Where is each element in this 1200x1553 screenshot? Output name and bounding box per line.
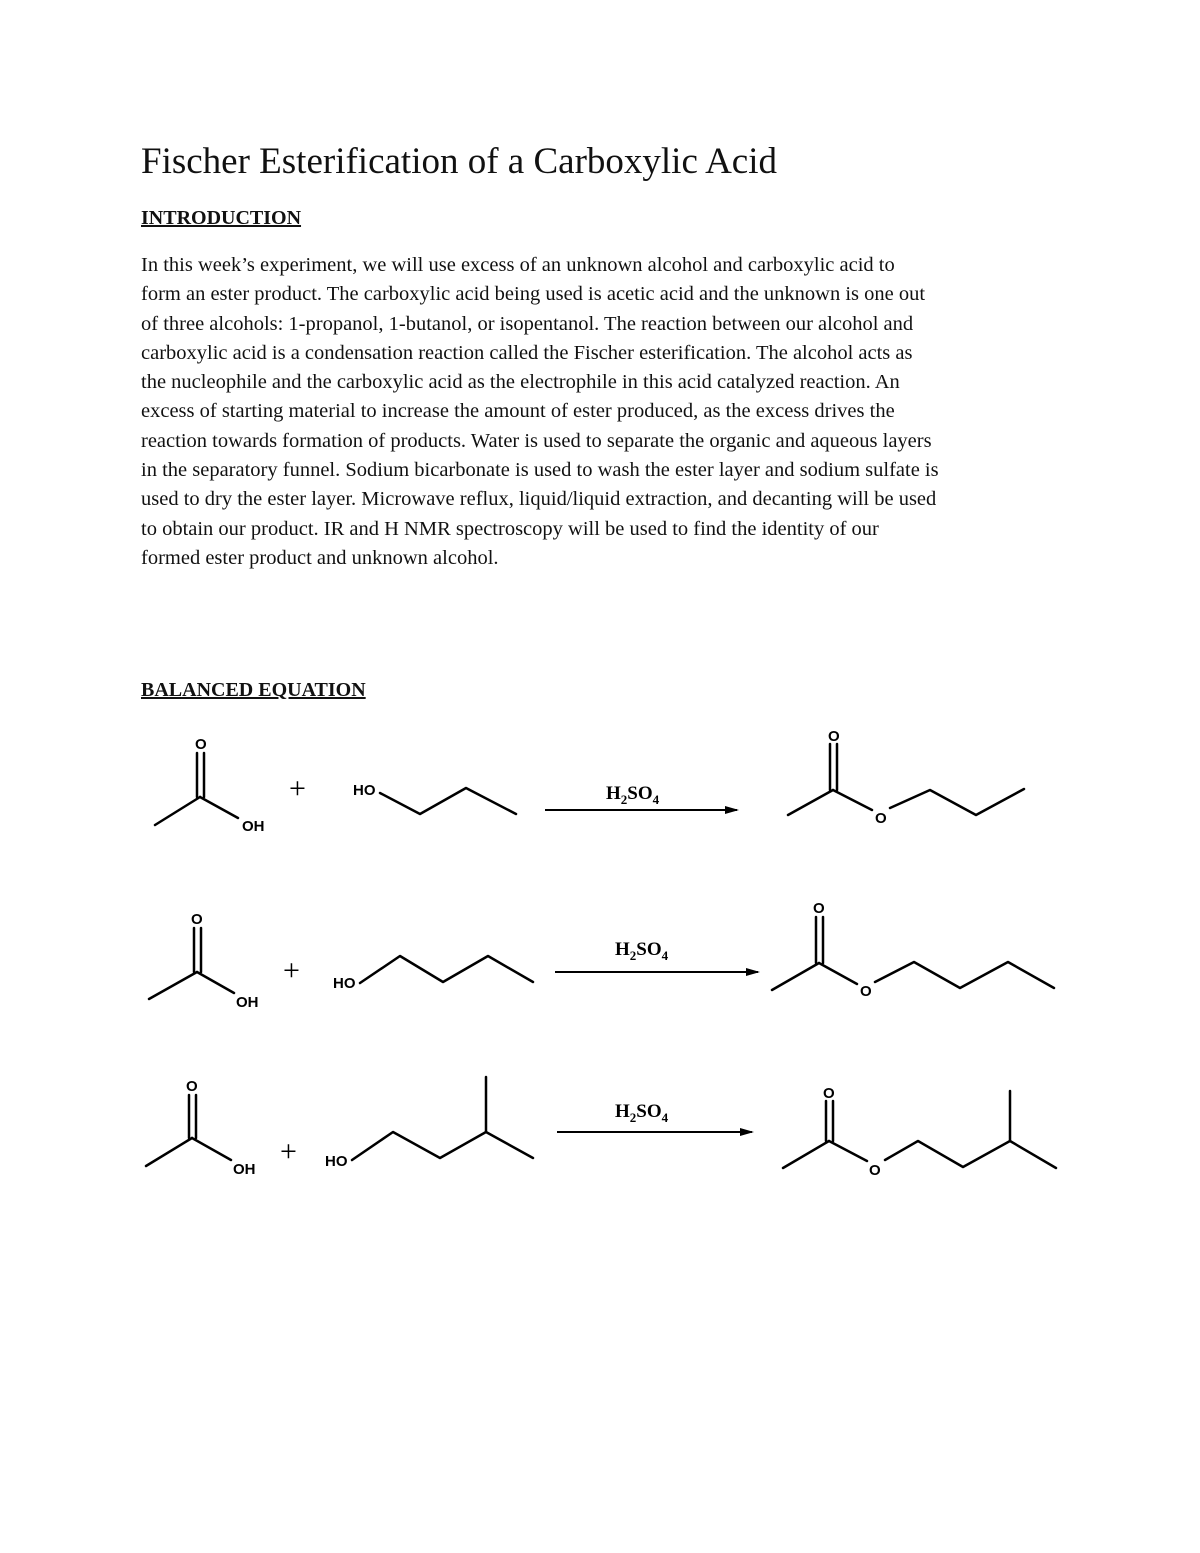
propanol-structure bbox=[353, 782, 516, 814]
ester-oxygen-label: O bbox=[875, 810, 887, 827]
acetic-acid-structure bbox=[146, 1078, 256, 1178]
isopentanol-structure bbox=[325, 1077, 533, 1170]
isopentyl-acetate-structure bbox=[783, 1085, 1056, 1179]
ester-oxygen-label: O bbox=[869, 1162, 881, 1179]
plus-sign: + bbox=[283, 954, 300, 987]
balanced-equation-heading: BALANCED EQUATION bbox=[141, 679, 366, 701]
alcohol-hydroxyl-label: HO bbox=[353, 782, 376, 799]
catalyst-arrow bbox=[545, 783, 737, 810]
alcohol-hydroxyl-label: HO bbox=[325, 1153, 348, 1170]
propyl-acetate-structure bbox=[788, 728, 1024, 827]
acetic-acid-structure bbox=[155, 736, 265, 835]
butyl-acetate-structure bbox=[772, 900, 1054, 1000]
document-title: Fischer Esterification of a Carboxylic Acid bbox=[141, 141, 778, 182]
introduction-line: carboxylic acid is a condensation reaction called the Fischer esterification. The alcohol acts as bbox=[141, 341, 913, 364]
plus-sign: + bbox=[289, 772, 306, 805]
introduction-heading: INTRODUCTION bbox=[141, 207, 302, 229]
introduction-line: excess of starting material to increase the amount of ester produced, as the excess drives the bbox=[141, 400, 895, 423]
carbonyl-oxygen-label: O bbox=[813, 900, 825, 917]
introduction-line: reaction towards formation of products. Water is used to separate the organic and aqueous layers bbox=[141, 429, 932, 452]
introduction-line: In this week’s experiment, we will use excess of an unknown alcohol and carboxylic acid to bbox=[141, 254, 895, 276]
butanol-structure bbox=[333, 956, 533, 992]
reaction-2 bbox=[149, 900, 1054, 1011]
introduction-line: used to dry the ester layer. Microwave reflux, liquid/liquid extraction, and decanting will be used bbox=[141, 488, 937, 511]
hydroxyl-label: OH bbox=[242, 818, 265, 835]
carbonyl-oxygen-label: O bbox=[191, 911, 203, 928]
reaction-1 bbox=[155, 728, 1024, 835]
introduction-line: form an ester product. The carboxylic acid being used is acetic acid and the unknown is one out bbox=[141, 283, 926, 306]
introduction-line: of three alcohols: 1-propanol, 1-butanol, or isopentanol. The reaction between our alcohol and bbox=[141, 312, 914, 335]
acetic-acid-structure bbox=[149, 911, 259, 1011]
plus-sign: + bbox=[280, 1135, 297, 1168]
catalyst-label: $H_2SO_4$ bbox=[615, 1101, 669, 1125]
catalyst-arrow bbox=[557, 1101, 752, 1132]
introduction-line: to obtain our product. IR and H NMR spectroscopy will be used to find the identity of our bbox=[141, 517, 879, 540]
reaction-3 bbox=[146, 1077, 1056, 1179]
alcohol-hydroxyl-label: HO bbox=[333, 975, 356, 992]
carbonyl-oxygen-label: O bbox=[828, 728, 840, 745]
catalyst-label: $H_2SO_4$ bbox=[615, 939, 669, 963]
catalyst-label: $H_2SO_4$ bbox=[606, 783, 660, 807]
carbonyl-oxygen-label: O bbox=[195, 736, 207, 753]
introduction-line: formed ester product and unknown alcohol. bbox=[141, 546, 499, 569]
ester-oxygen-label: O bbox=[860, 983, 872, 1000]
introduction-line: in the separatory funnel. Sodium bicarbonate is used to wash the ester layer and sodium sulfate is bbox=[141, 459, 939, 482]
carbonyl-oxygen-label: O bbox=[823, 1085, 835, 1102]
hydroxyl-label: OH bbox=[233, 1161, 256, 1178]
introduction-line: the nucleophile and the carboxylic acid as the electrophile in this acid catalyzed reaction. An bbox=[141, 371, 900, 394]
carbonyl-oxygen-label: O bbox=[186, 1078, 198, 1095]
catalyst-arrow bbox=[555, 939, 758, 972]
hydroxyl-label: OH bbox=[236, 994, 259, 1011]
